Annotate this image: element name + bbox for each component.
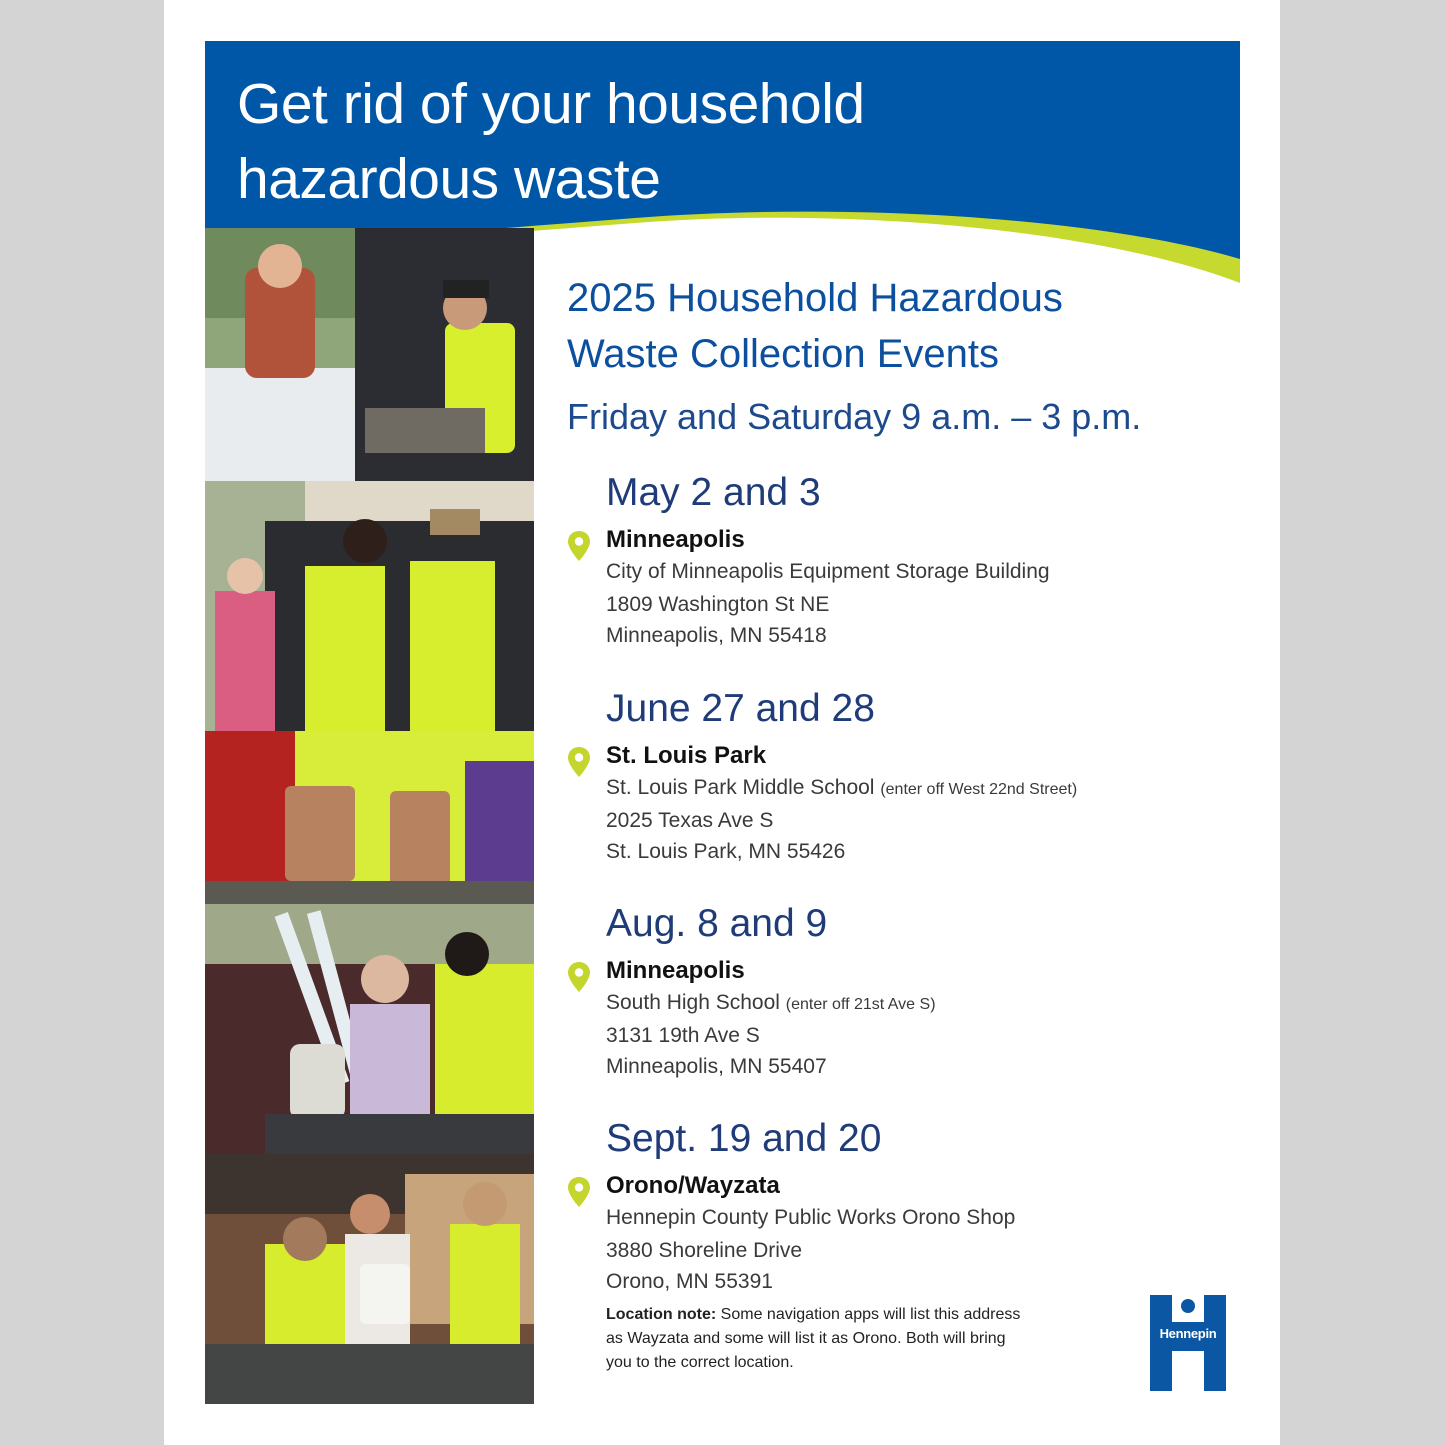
event-hours: Friday and Saturday 9 a.m. – 3 p.m. xyxy=(567,396,1142,437)
event-city: Minneapolis xyxy=(606,526,745,553)
map-pin-icon xyxy=(567,1176,591,1208)
logo-wordmark: Hennepin xyxy=(1159,1326,1217,1341)
event-street: 2025 Texas Ave S xyxy=(606,809,774,832)
location-note-label: Location note: xyxy=(606,1306,717,1323)
map-pin-icon xyxy=(567,530,591,562)
event-block-2 xyxy=(567,686,1187,867)
venue-name: South High School xyxy=(606,991,780,1014)
venue-note: (enter off 21st Ave S) xyxy=(785,996,936,1013)
event-city-state-zip: Minneapolis, MN 55418 xyxy=(606,624,827,647)
event-date: Sept. 19 and 20 xyxy=(606,1117,882,1160)
event-block-1 xyxy=(567,470,1187,651)
hennepin-h-mark xyxy=(1150,1295,1226,1391)
event-street: 1809 Washington St NE xyxy=(606,593,830,616)
hennepin-logo xyxy=(1150,1295,1226,1391)
event-date: May 2 and 3 xyxy=(606,471,821,514)
map-pin-icon xyxy=(567,746,591,778)
event-date: June 27 and 28 xyxy=(606,687,875,730)
event-date: Aug. 8 and 9 xyxy=(606,902,828,945)
event-street: 3880 Shoreline Drive xyxy=(606,1239,803,1262)
event-city-state-zip: St. Louis Park, MN 55426 xyxy=(606,840,846,863)
event-city: Minneapolis xyxy=(606,957,745,984)
photo-volunteers-unloading-trunk xyxy=(205,228,534,481)
venue-name: Hennepin County Public Works Orono Shop xyxy=(606,1206,1016,1229)
events-heading: 2025 Household Hazardous Waste Collection Events xyxy=(567,276,1063,376)
venue-name: City of Minneapolis Equipment Storage Building xyxy=(606,560,1050,583)
event-venue xyxy=(606,1202,1187,1235)
photo-fluorescent-tubes-and-propane xyxy=(205,904,534,1154)
venue-name: St. Louis Park Middle School xyxy=(606,776,875,799)
photo-volunteers-with-bucket xyxy=(205,1154,534,1404)
location-note-text: Some navigation apps will list this address as Wayzata and some will list it as Orono. Both will bring you to the correct location. xyxy=(606,1306,1021,1371)
photo-paint-cans xyxy=(205,731,534,904)
photo-column xyxy=(205,228,534,1404)
event-city-state-zip: Orono, MN 55391 xyxy=(606,1270,773,1293)
event-city: Orono/Wayzata xyxy=(606,1172,780,1199)
location-note xyxy=(606,1303,1026,1375)
event-venue xyxy=(606,987,1187,1020)
event-block-4 xyxy=(567,1116,1187,1375)
photo-volunteers-at-car xyxy=(205,481,534,731)
event-venue xyxy=(606,772,1187,805)
map-pin-icon xyxy=(567,961,591,993)
event-block-3 xyxy=(567,901,1187,1082)
event-venue xyxy=(606,556,1187,589)
venue-note: (enter off West 22nd Street) xyxy=(880,781,1078,798)
event-city: St. Louis Park xyxy=(606,742,767,769)
event-city-state-zip: Minneapolis, MN 55407 xyxy=(606,1055,827,1078)
event-street: 3131 19th Ave S xyxy=(606,1024,760,1047)
flyer-headline: Get rid of your household hazardous waste xyxy=(237,72,865,211)
